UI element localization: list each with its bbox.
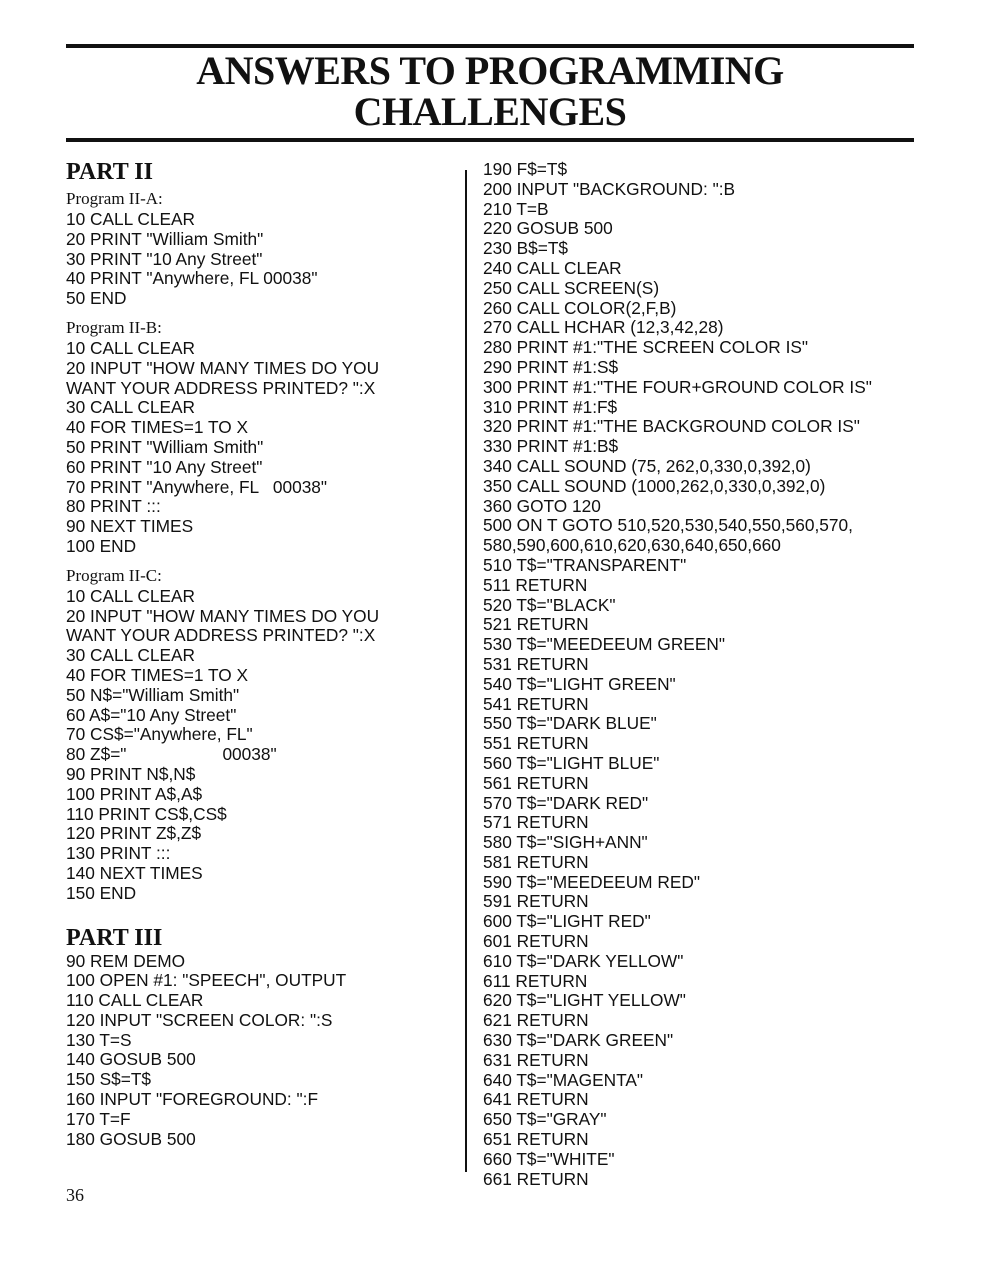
code-line: 561 RETURN bbox=[483, 772, 589, 793]
code-line: 661 RETURN bbox=[483, 1168, 589, 1189]
code-line: 591 RETURN bbox=[483, 891, 589, 912]
code-line: 350 CALL SOUND (1000,262,0,330,0,392,0) bbox=[483, 475, 826, 496]
code-line: 530 T$="MEEDEEUM GREEN" bbox=[483, 634, 725, 655]
program-gap bbox=[66, 309, 446, 315]
code-line: 130 T=S bbox=[66, 1029, 132, 1050]
left-column bbox=[66, 158, 446, 1149]
program-block bbox=[66, 317, 446, 557]
code-line: 10 CALL CLEAR bbox=[66, 585, 196, 606]
code-line: 300 PRINT #1:"THE FOUR+GROUND COLOR IS" bbox=[483, 376, 872, 397]
code-line: 160 INPUT "FOREGROUND: ":F bbox=[66, 1089, 319, 1110]
code-line: 40 FOR TIMES=1 TO X bbox=[66, 417, 249, 438]
code-line: 520 T$="BLACK" bbox=[483, 594, 616, 615]
code-line: 570 T$="DARK RED" bbox=[483, 792, 649, 813]
code-line: 560 T$="LIGHT BLUE" bbox=[483, 752, 660, 773]
code-line: 500 ON T GOTO 510,520,530,540,550,560,570, bbox=[483, 515, 853, 536]
code-line: 20 PRINT "William Smith" bbox=[66, 228, 264, 249]
code-line: 330 PRINT #1:B$ bbox=[483, 436, 619, 457]
code-line: 531 RETURN bbox=[483, 653, 589, 674]
code-line: 110 CALL CLEAR bbox=[66, 990, 204, 1011]
program-list bbox=[66, 188, 446, 904]
code-line: 30 CALL CLEAR bbox=[66, 397, 196, 418]
page-title-line-1: ANSWERS TO PROGRAMMING bbox=[196, 48, 784, 93]
code-line: 140 NEXT TIMES bbox=[66, 862, 203, 883]
code-line: 630 T$="DARK GREEN" bbox=[483, 1030, 674, 1051]
code-line: 190 F$=T$ bbox=[483, 159, 568, 179]
column-divider bbox=[465, 170, 467, 1172]
code-line: 90 PRINT N$,N$ bbox=[66, 763, 196, 784]
code-line: 621 RETURN bbox=[483, 1010, 589, 1031]
code-line: 641 RETURN bbox=[483, 1089, 589, 1110]
code-line: 50 N$="William Smith" bbox=[66, 684, 240, 705]
code-line: 270 CALL HCHAR (12,3,42,28) bbox=[483, 317, 724, 338]
code-line: 550 T$="DARK BLUE" bbox=[483, 713, 657, 734]
program-label: Program II-B: bbox=[66, 317, 162, 337]
code-line: 120 PRINT Z$,Z$ bbox=[66, 823, 202, 844]
code-line: 320 PRINT #1:"THE BACKGROUND COLOR IS" bbox=[483, 416, 860, 437]
program-block bbox=[66, 565, 446, 904]
code-line: 20 INPUT "HOW MANY TIMES DO YOU bbox=[66, 605, 380, 626]
code-line: 280 PRINT #1:"THE SCREEN COLOR IS" bbox=[483, 337, 809, 358]
code-line: 80 PRINT ::: bbox=[66, 496, 161, 517]
program-gap bbox=[66, 557, 446, 563]
code-line: 640 T$="MAGENTA" bbox=[483, 1069, 644, 1090]
code-line: 220 GOSUB 500 bbox=[483, 218, 613, 239]
code-line: 20 INPUT "HOW MANY TIMES DO YOU bbox=[66, 357, 380, 378]
code-line: 110 PRINT CS$,CS$ bbox=[66, 803, 227, 824]
part-3-heading: PART III bbox=[66, 924, 163, 951]
code-line: 260 CALL COLOR(2,F,B) bbox=[483, 297, 677, 318]
code-line: 40 PRINT "Anywhere, FL 00038" bbox=[66, 268, 318, 289]
part-2-heading: PART II bbox=[66, 159, 153, 185]
code-line: 140 GOSUB 500 bbox=[66, 1049, 196, 1070]
code-line: 180 GOSUB 500 bbox=[66, 1128, 196, 1149]
code-line: 581 RETURN bbox=[483, 851, 589, 872]
code-line: 80 Z$=" 00038" bbox=[66, 744, 277, 765]
code-line: 650 T$="GRAY" bbox=[483, 1109, 607, 1130]
right-column bbox=[483, 160, 923, 1189]
code-line: 150 END bbox=[66, 882, 137, 903]
code-line: 10 CALL CLEAR bbox=[66, 209, 196, 229]
code-line: 60 A$="10 Any Street" bbox=[66, 704, 237, 725]
code-line: 660 T$="WHITE" bbox=[483, 1148, 615, 1169]
code-line: 230 B$=T$ bbox=[483, 238, 569, 259]
code-line: 70 CS$="Anywhere, FL" bbox=[66, 724, 253, 745]
code-line: 590 T$="MEEDEEUM RED" bbox=[483, 871, 700, 892]
code-line: 600 T$="LIGHT RED" bbox=[483, 911, 651, 932]
code-line: 310 PRINT #1:F$ bbox=[483, 396, 618, 417]
part-3-code bbox=[66, 952, 446, 1150]
code-line: 50 END bbox=[66, 288, 127, 309]
code-line: 580,590,600,610,620,630,640,650,660 bbox=[483, 535, 781, 556]
code-line: WANT YOUR ADDRESS PRINTED? ":X bbox=[66, 377, 376, 398]
code-line: 30 CALL CLEAR bbox=[66, 645, 196, 666]
code-line: 571 RETURN bbox=[483, 812, 589, 833]
code-line: 651 RETURN bbox=[483, 1129, 589, 1150]
code-line: 611 RETURN bbox=[483, 970, 588, 991]
code-line: 40 FOR TIMES=1 TO X bbox=[66, 664, 249, 685]
code-line: 601 RETURN bbox=[483, 931, 589, 952]
code-line: 620 T$="LIGHT YELLOW" bbox=[483, 990, 686, 1011]
code-line: 340 CALL SOUND (75, 262,0,330,0,392,0) bbox=[483, 455, 811, 476]
code-line: 250 CALL SCREEN(S) bbox=[483, 277, 660, 298]
code-line: 170 T=F bbox=[66, 1108, 131, 1129]
code-line: WANT YOUR ADDRESS PRINTED? ":X bbox=[66, 625, 376, 646]
program-block bbox=[66, 188, 446, 309]
code-line: 100 PRINT A$,A$ bbox=[66, 783, 203, 804]
program-label: Program II-C: bbox=[66, 565, 162, 585]
code-line: 540 T$="LIGHT GREEN" bbox=[483, 673, 676, 694]
code-line: 521 RETURN bbox=[483, 614, 589, 635]
code-line: 200 INPUT "BACKGROUND: ":B bbox=[483, 178, 736, 199]
code-line: 100 END bbox=[66, 535, 137, 556]
page-title-line-2: CHALLENGES bbox=[353, 89, 627, 134]
code-line: 100 OPEN #1: "SPEECH", OUTPUT bbox=[66, 970, 347, 991]
code-line: 50 PRINT "William Smith" bbox=[66, 436, 264, 457]
code-line: 551 RETURN bbox=[483, 733, 589, 754]
code-line: 240 CALL CLEAR bbox=[483, 257, 622, 278]
code-line: 90 REM DEMO bbox=[66, 950, 186, 971]
header-rule-bottom bbox=[66, 138, 914, 142]
code-line: 360 GOTO 120 bbox=[483, 495, 601, 516]
code-line: 30 PRINT "10 Any Street" bbox=[66, 248, 263, 269]
code-line: 511 RETURN bbox=[483, 574, 588, 595]
code-line: 631 RETURN bbox=[483, 1049, 589, 1070]
code-line: 290 PRINT #1:S$ bbox=[483, 356, 619, 377]
code-line: 541 RETURN bbox=[483, 693, 589, 714]
code-line: 610 T$="DARK YELLOW" bbox=[483, 950, 684, 971]
code-line: 90 NEXT TIMES bbox=[66, 516, 194, 537]
section-gap bbox=[66, 904, 446, 924]
code-line: 580 T$="SIGH+ANN" bbox=[483, 832, 648, 853]
code-line: 130 PRINT ::: bbox=[66, 843, 171, 864]
page-number: 36 bbox=[66, 1185, 84, 1205]
code-line: 10 CALL CLEAR bbox=[66, 337, 196, 358]
code-line: 150 S$=T$ bbox=[66, 1069, 152, 1090]
code-line: 70 PRINT "Anywhere, FL 00038" bbox=[66, 476, 328, 497]
program-label: Program II-A: bbox=[66, 189, 163, 208]
code-line: 210 T=B bbox=[483, 198, 549, 219]
code-line: 510 T$="TRANSPARENT" bbox=[483, 554, 687, 575]
code-line: 60 PRINT "10 Any Street" bbox=[66, 456, 263, 477]
code-line: 120 INPUT "SCREEN COLOR: ":S bbox=[66, 1009, 333, 1030]
page-title bbox=[66, 50, 914, 132]
